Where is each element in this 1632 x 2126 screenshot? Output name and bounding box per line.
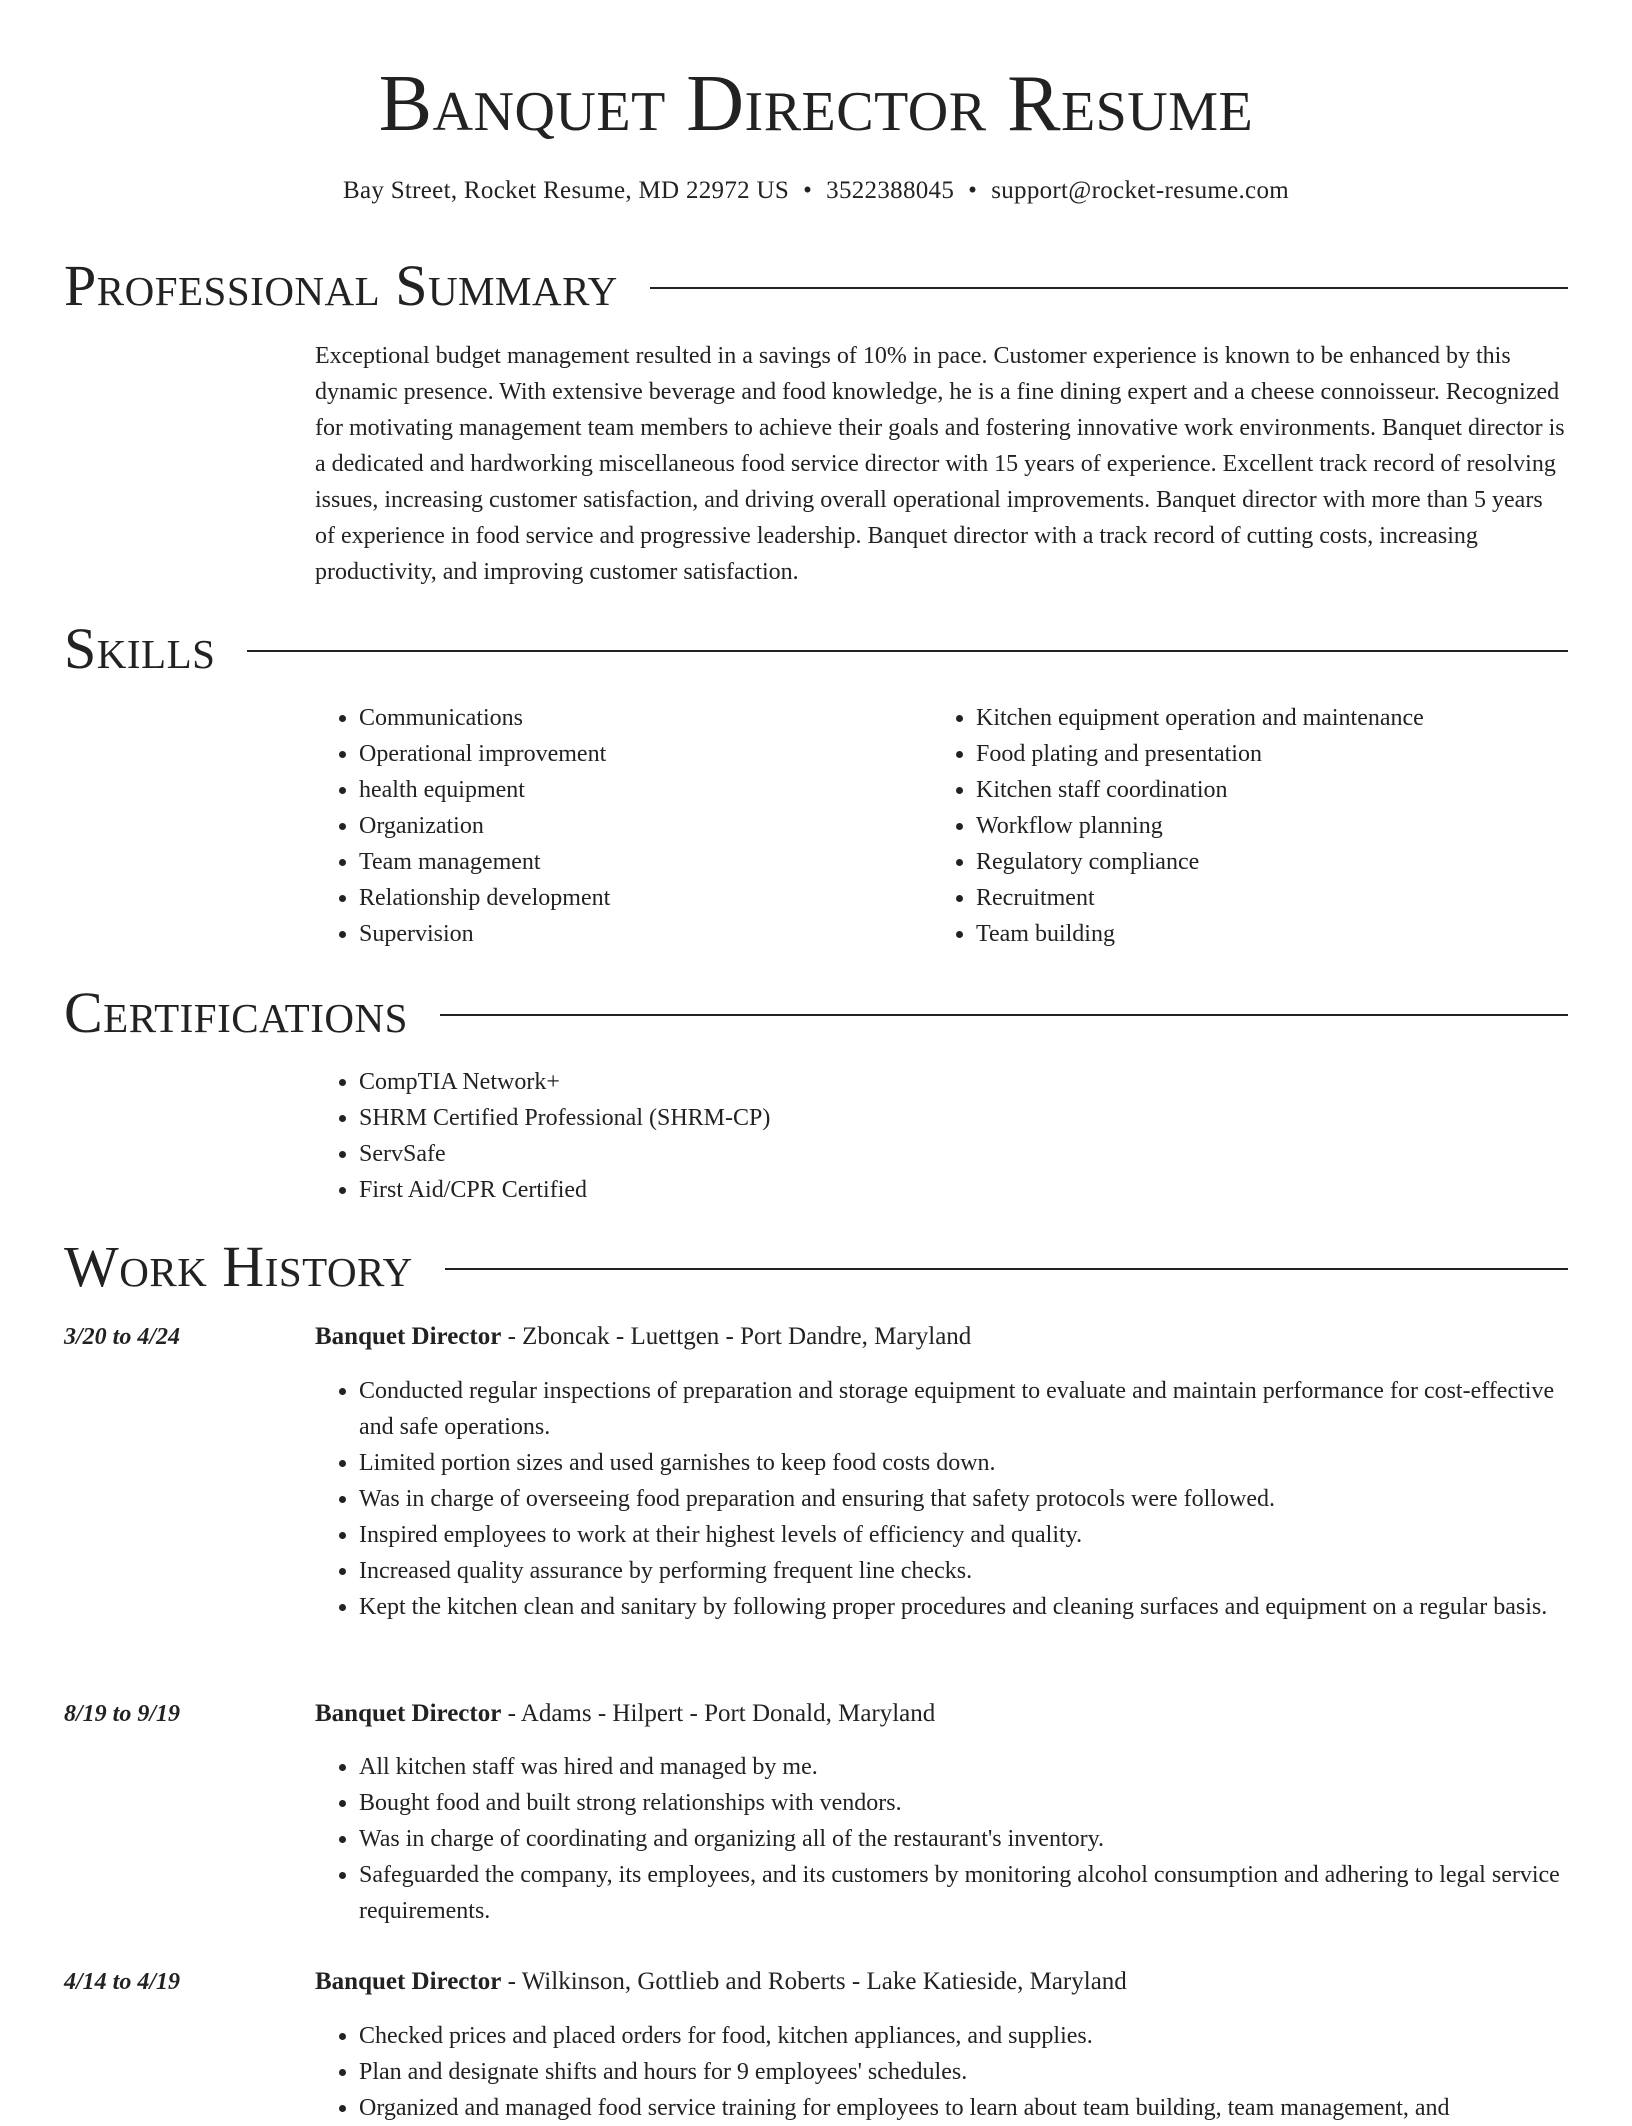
certifications-section-header [64, 981, 1568, 1045]
certification-item: • SHRM Certified Professional (SHRM-CP) [359, 1100, 1568, 1136]
summary-block [315, 338, 1568, 590]
work-section-header [64, 1235, 1568, 1299]
skill-item: • Team management [359, 844, 932, 880]
job-bullets [315, 1373, 1568, 1625]
certifications-section-title: Certifications [64, 980, 408, 1045]
job-dates: 8/19 to 9/19 [64, 1701, 181, 1727]
skill-item: • Operational improvement [359, 736, 932, 772]
skills-grid [315, 700, 1568, 952]
certifications-list [315, 1064, 1568, 1208]
job-bullets [315, 1749, 1568, 1929]
job-bullets [315, 2018, 1568, 2126]
certification-item: • First Aid/CPR Certified [359, 1172, 1568, 1208]
job-bullet: • Was in charge of overseeing food preparation and ensuring that safety protocols were followed. [359, 1481, 1568, 1517]
skills-block [315, 700, 1568, 952]
job-bullet: • Increased quality assurance by performing frequent line checks. [359, 1553, 1568, 1589]
skill-item: • Kitchen staff coordination [976, 772, 1549, 808]
job-heading [315, 1319, 1568, 1355]
job-bullet: • Bought food and built strong relationships with vendors. [359, 1785, 1568, 1821]
contact-address: Bay Street, Rocket Resume, MD 22972 US [342, 177, 790, 204]
skill-item: • Team building [976, 916, 1549, 952]
skill-item: • Workflow planning [976, 808, 1549, 844]
job-bullet: • Organized and managed food service training for employees to learn about team building, team management, and [359, 2090, 1568, 2126]
certifications-block [315, 1064, 1568, 1208]
contact-phone: 3522388045 [826, 177, 955, 204]
section-divider [247, 650, 1568, 652]
certification-item: • CompTIA Network+ [359, 1064, 1568, 1100]
job-dates: 4/14 to 4/19 [64, 1969, 181, 1995]
job-heading [315, 1696, 1568, 1732]
skill-item: • Kitchen equipment operation and maintenance [976, 700, 1549, 736]
job-details: - Wilkinson, Gottlieb and Roberts - Lake Katieside, Maryland [501, 1968, 1127, 1995]
summary-section-header [64, 254, 1568, 318]
job-bullet-list [315, 1373, 1568, 1625]
contact-separator: • [803, 177, 813, 204]
summary-section-title: Professional Summary [64, 253, 618, 318]
job-heading [315, 1964, 1568, 2000]
skill-item: • Regulatory compliance [976, 844, 1549, 880]
contact-line [0, 173, 1632, 209]
skill-item: • Communications [359, 700, 932, 736]
section-divider [445, 1268, 1568, 1270]
job-bullet: • Kept the kitchen clean and sanitary by following proper procedures and cleaning surfaces and equipment on a regular basis. [359, 1589, 1568, 1625]
skill-item: • Recruitment [976, 880, 1549, 916]
job-bullet: • Plan and designate shifts and hours for 9 employees' schedules. [359, 2054, 1568, 2090]
resume-title: Banquet Director Resume [378, 60, 1254, 148]
job-bullet: • All kitchen staff was hired and managed by me. [359, 1749, 1568, 1785]
contact-email: support@rocket-resume.com [991, 177, 1289, 204]
summary-text: Exceptional budget management resulted in a savings of 10% in pace. Customer experience is known to be enhanced by this dynamic presence. With extensive beverage and food knowledge, he is a fine dining expert and a cheese connoisseur. Recognized for motivating management team members to achieve their goals and fostering innovative work environments. Banquet director is a dedicated and hardworking miscellaneous food service director with 15 years of experience. Excellent track record of resolving issues, increasing customer satisfaction, and driving overall operational improvements. Banquet director with more than 5 years of experience in food service and progressive leadership. Banquet director with a track record of cutting costs, increasing productivity, and improving customer satisfaction. [315, 343, 1565, 585]
skills-list-left [315, 700, 932, 952]
section-divider [440, 1014, 1568, 1016]
job-bullet: • Limited portion sizes and used garnishes to keep food costs down. [359, 1445, 1568, 1481]
skill-item: • Supervision [359, 916, 932, 952]
job-details: - Adams - Hilpert - Port Donald, Maryland [501, 1700, 936, 1727]
section-divider [650, 287, 1568, 289]
job-bullet-list [315, 2018, 1568, 2126]
job-bullet: • Conducted regular inspections of preparation and storage equipment to evaluate and maintain performance for cost-effective and safe operations. [359, 1373, 1568, 1445]
skill-item: • Food plating and presentation [976, 736, 1549, 772]
job-title: Banquet Director [315, 1968, 502, 1995]
job-dates: 3/20 to 4/24 [64, 1324, 181, 1350]
job-bullet: • Inspired employees to work at their highest levels of efficiency and quality. [359, 1517, 1568, 1553]
job-title: Banquet Director [315, 1323, 502, 1350]
job-bullet: • Was in charge of coordinating and organizing all of the restaurant's inventory. [359, 1821, 1568, 1857]
skills-section-header [64, 617, 1568, 681]
job-bullet: • Safeguarded the company, its employees, and its customers by monitoring alcohol consumption and adhering to legal service requirements. [359, 1857, 1568, 1929]
job-bullet: • Checked prices and placed orders for food, kitchen appliances, and supplies. [359, 2018, 1568, 2054]
job-details: - Zboncak - Luettgen - Port Dandre, Maryland [501, 1323, 972, 1350]
contact-separator: • [968, 177, 978, 204]
job-title: Banquet Director [315, 1700, 502, 1727]
skill-item: • Relationship development [359, 880, 932, 916]
skills-section-title: Skills [64, 616, 216, 681]
job-bullet-list [315, 1749, 1568, 1929]
skill-item: • Organization [359, 808, 932, 844]
skills-list-right [932, 700, 1549, 952]
skill-item: • health equipment [359, 772, 932, 808]
work-section-title: Work History [64, 1234, 413, 1299]
certification-item: • ServSafe [359, 1136, 1568, 1172]
